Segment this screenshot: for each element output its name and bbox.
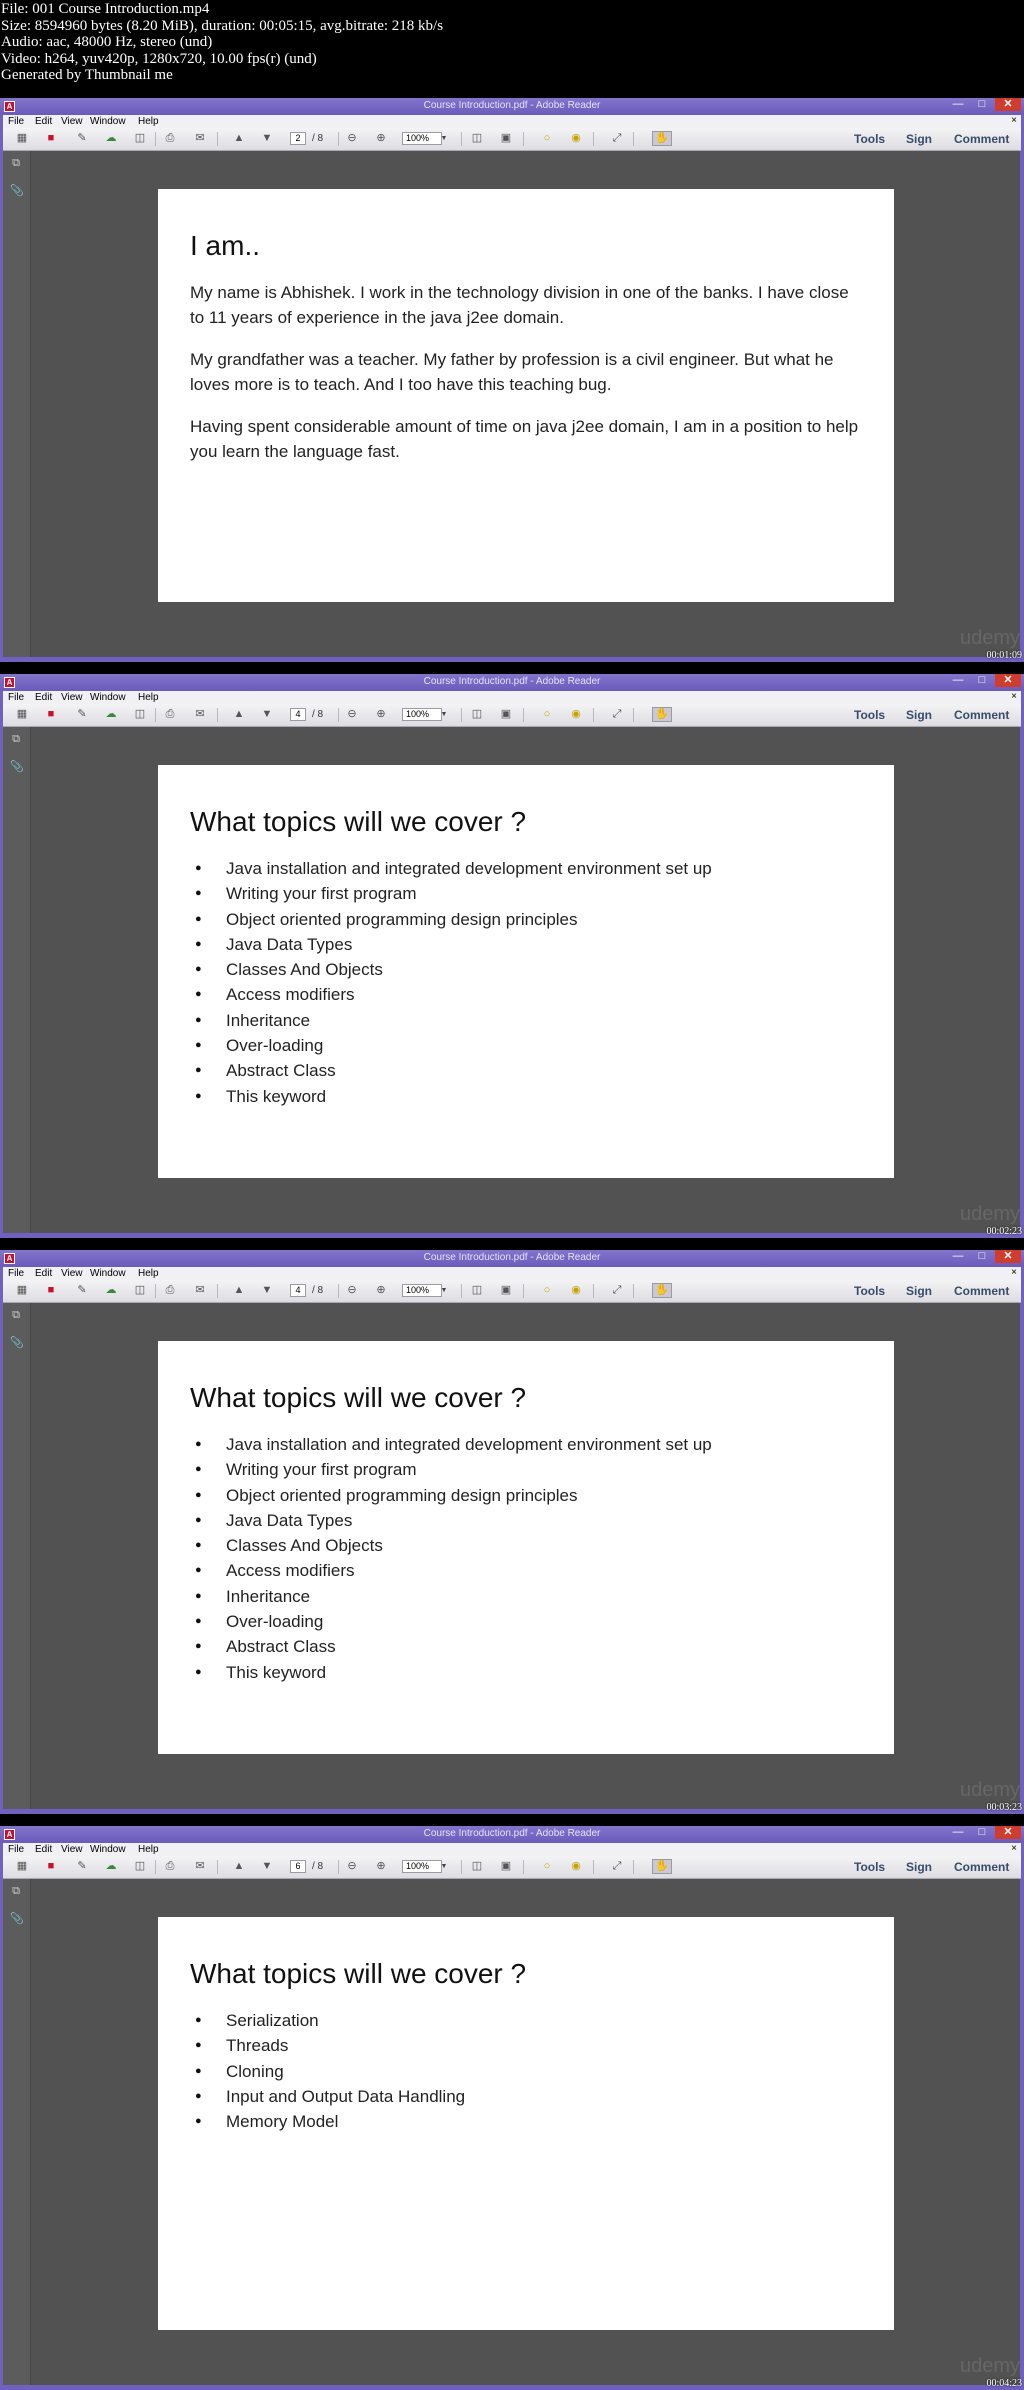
zoom-in-icon[interactable]: ⊕ [376,132,386,144]
tools-button[interactable]: Tools [854,708,886,722]
reader-window-frame [0,1826,1024,2390]
tools-button[interactable]: Tools [854,1284,886,1298]
fit-page-icon[interactable]: ◫ [471,132,483,144]
sign-button[interactable]: Sign [906,708,932,722]
menu-file[interactable]: File [8,1268,25,1279]
next-page-icon[interactable]: ▼ [261,132,273,144]
topic-list [190,856,862,1109]
open-icon[interactable]: ■ [47,708,55,720]
navigation-pane [3,1303,31,1809]
email-icon[interactable]: ✉ [195,708,205,720]
title-bar [0,674,1024,691]
attachments-icon[interactable]: 📎 [10,1913,24,1925]
slide-title: What topics will we cover ? [190,1382,527,1413]
sticky-note-icon[interactable]: ○ [543,1284,551,1296]
print-icon[interactable]: ⎙ [165,708,175,720]
toolbar [3,1856,1021,1879]
window-title: Course Introduction.pdf - Adobe Reader [423,676,601,687]
maximize-icon[interactable]: □ [978,1826,986,1838]
video-line: Video: h264, yuv420p, 1280x720, 10.00 fps(r) (und) [1,50,317,67]
previous-page-icon[interactable]: ▲ [233,708,245,720]
frame-timestamp: 00:03:23 [986,1802,1022,1813]
topic-list-item: ● Access modifiers [190,982,862,1007]
topic-list-item: ● Cloning [190,2059,862,2084]
slide-title: What topics will we cover ? [190,806,527,837]
toolbar-divider [593,708,594,722]
topic-list-item: ● Writing your first program [190,881,862,906]
fit-width-icon[interactable]: ▣ [500,1284,512,1296]
toolbar [3,1280,1021,1303]
full-screen-icon[interactable]: ⤢ [612,1860,622,1872]
create-pdf-icon[interactable]: ▦ [16,1284,28,1296]
menu-view[interactable]: View [61,1268,83,1279]
menu-edit[interactable]: Edit [35,1268,53,1279]
document-area [31,727,1020,1233]
page-total: / 8 [312,709,324,720]
minimize-icon[interactable]: — [952,1826,964,1838]
menu-edit[interactable]: Edit [35,692,53,703]
adobe-reader-icon: A [4,101,15,112]
udemy-watermark: udemy [959,1203,1020,1225]
zoom-level-input[interactable]: 100% [402,1860,442,1873]
document-close-icon[interactable]: × [1011,1843,1017,1854]
comment-button[interactable]: Comment [954,1860,1010,1874]
create-pdf-icon[interactable]: ▦ [16,1860,28,1872]
menu-bar [3,1843,1021,1856]
slide-body [190,856,862,1109]
adobe-reader-icon: A [4,1829,15,1840]
slide-body [190,280,862,464]
menu-file[interactable]: File [8,116,25,127]
frame-timestamp: 00:01:09 [986,650,1022,661]
close-icon[interactable]: ✕ [995,1826,1021,1839]
page-thumbnails-icon[interactable]: ⧉ [12,157,20,169]
topic-list-item: ● Input and Output Data Handling [190,2084,862,2109]
toolbar-divider [155,708,156,722]
previous-page-icon[interactable]: ▲ [233,132,245,144]
hand-tool-icon[interactable]: ✋ [652,1283,672,1298]
fit-page-icon[interactable]: ◫ [471,1284,483,1296]
window-title: Course Introduction.pdf - Adobe Reader [423,100,601,111]
topic-list-item: ● Inheritance [190,1008,862,1033]
close-icon[interactable]: ✕ [995,674,1021,687]
toolbar-divider [461,708,462,722]
fit-page-icon[interactable]: ◫ [471,708,483,720]
generator-line: Generated by Thumbnail me [1,67,173,83]
toolbar-divider [523,1860,524,1874]
udemy-watermark: udemy [959,2355,1020,2377]
create-pdf-icon[interactable]: ▦ [16,708,28,720]
toolbar-divider [633,708,634,722]
slide-body [190,2008,862,2134]
cloud-upload-icon[interactable]: ☁ [105,708,117,720]
edit-icon[interactable]: ✎ [77,1284,87,1296]
page-thumbnails-icon[interactable]: ⧉ [12,1885,20,1897]
zoom-level-input[interactable]: 100% [402,132,442,145]
window-controls [947,1826,1021,1840]
window-title: Course Introduction.pdf - Adobe Reader [423,1828,601,1839]
maximize-icon[interactable]: □ [978,1250,986,1262]
next-page-icon[interactable]: ▼ [261,1860,273,1872]
toolbar-divider [461,1284,462,1298]
save-icon[interactable]: ◫ [134,1284,146,1296]
sign-button[interactable]: Sign [906,132,932,146]
fit-page-icon[interactable]: ◫ [471,1860,483,1872]
fit-width-icon[interactable]: ▣ [500,1860,512,1872]
zoom-in-icon[interactable]: ⊕ [376,708,386,720]
hand-tool-icon[interactable]: ✋ [652,707,672,722]
minimize-icon[interactable]: — [952,98,964,110]
next-page-icon[interactable]: ▼ [261,708,273,720]
audio-line: Audio: aac, 48000 Hz, stereo (und) [1,34,213,50]
window-controls [947,1250,1021,1264]
topic-list-item: ● Object oriented programming design principles [190,907,862,932]
save-icon[interactable]: ◫ [134,132,146,144]
minimize-icon[interactable]: — [952,1250,964,1262]
menu-window[interactable]: Window [90,116,126,127]
frame-timestamp: 00:04:23 [986,2378,1022,2389]
topic-list [190,1432,862,1685]
toolbar-divider [217,132,218,146]
menu-help[interactable]: Help [138,692,159,703]
menu-file[interactable]: File [8,1844,25,1855]
toolbar-divider [217,1284,218,1298]
title-bar [0,98,1024,115]
size-line: Size: 8594960 bytes (8.20 MiB), duration: 00:05:15, avg.bitrate: 218 kb/s [1,17,444,34]
open-icon[interactable]: ■ [47,1284,55,1296]
hand-tool-icon[interactable]: ✋ [652,131,672,146]
topic-list-item: ● Java installation and integrated development environment set up [190,1432,862,1457]
maximize-icon[interactable]: □ [978,674,986,686]
zoom-dropdown-icon[interactable]: ▼ [440,135,448,142]
edit-icon[interactable]: ✎ [77,1860,87,1872]
email-icon[interactable]: ✉ [195,132,205,144]
menu-help[interactable]: Help [138,116,159,127]
minimize-icon[interactable]: — [952,674,964,686]
topic-list-item: ● This keyword [190,1660,862,1685]
full-screen-icon[interactable]: ⤢ [612,708,622,720]
document-close-icon[interactable]: × [1011,691,1017,702]
page-total: / 8 [312,1861,324,1872]
document-area [31,151,1020,657]
sign-button[interactable]: Sign [906,1860,932,1874]
pdf-page [158,189,894,602]
document-area [31,1303,1020,1809]
reader-window-frame [0,1250,1024,1814]
page-number-input[interactable]: 6 [290,1860,306,1873]
page-number-input[interactable]: 4 [290,1284,306,1297]
highlight-icon[interactable]: ◉ [571,1284,581,1296]
window-title: Course Introduction.pdf - Adobe Reader [423,1252,601,1263]
print-icon[interactable]: ⎙ [165,1284,175,1296]
zoom-out-icon[interactable]: ⊖ [347,1284,357,1296]
topic-list-item: ● Threads [190,2033,862,2058]
udemy-watermark: udemy [959,1779,1020,1801]
page-thumbnails-icon[interactable]: ⧉ [12,1309,20,1321]
toolbar-divider [593,132,594,146]
topic-list-item: ● Inheritance [190,1584,862,1609]
print-icon[interactable]: ⎙ [165,132,175,144]
window-controls [947,674,1021,688]
video-info-header [0,0,1024,92]
topic-list-item: ● Object oriented programming design principles [190,1483,862,1508]
hand-tool-icon[interactable]: ✋ [652,1859,672,1874]
fit-width-icon[interactable]: ▣ [500,132,512,144]
menu-view[interactable]: View [61,692,83,703]
topic-list-item: ● Serialization [190,2008,862,2033]
next-page-icon[interactable]: ▼ [261,1284,273,1296]
topic-list-item: ● Access modifiers [190,1558,862,1583]
previous-page-icon[interactable]: ▲ [233,1284,245,1296]
topic-list-item: ● Java Data Types [190,1508,862,1533]
topic-list-item: ● Over-loading [190,1033,862,1058]
toolbar-divider [155,1284,156,1298]
menu-file[interactable]: File [8,692,25,703]
highlight-icon[interactable]: ◉ [571,1860,581,1872]
toolbar-divider [338,708,339,722]
attachments-icon[interactable]: 📎 [10,185,24,197]
toolbar-divider [523,708,524,722]
navigation-pane [3,727,31,1233]
reader-window-frame [0,98,1024,662]
toolbar-divider [593,1860,594,1874]
sign-button[interactable]: Sign [906,1284,932,1298]
menu-edit[interactable]: Edit [35,116,53,127]
menu-view[interactable]: View [61,116,83,127]
toolbar-divider [593,1284,594,1298]
highlight-icon[interactable]: ◉ [571,132,581,144]
title-bar [0,1826,1024,1843]
navigation-pane [3,1879,31,2385]
open-icon[interactable]: ■ [47,1860,55,1872]
previous-page-icon[interactable]: ▲ [233,1860,245,1872]
slide-paragraph: My name is Abhishek. I work in the technology division in one of the banks. I have close to 11 years of experience in the java j2ee domain. [190,283,849,327]
edit-icon[interactable]: ✎ [77,708,87,720]
toolbar-divider [461,1860,462,1874]
topic-list-item: ● Java installation and integrated development environment set up [190,856,862,881]
cloud-upload-icon[interactable]: ☁ [105,1284,117,1296]
toolbar-divider [523,1284,524,1298]
close-icon[interactable]: ✕ [995,98,1021,111]
zoom-dropdown-icon[interactable]: ▼ [440,711,448,718]
topic-list-item: ● Abstract Class [190,1634,862,1659]
page-number-input[interactable]: 4 [290,708,306,721]
document-close-icon[interactable]: × [1011,115,1017,126]
cloud-upload-icon[interactable]: ☁ [105,1860,117,1872]
zoom-in-icon[interactable]: ⊕ [376,1284,386,1296]
comment-button[interactable]: Comment [954,1284,1010,1298]
sticky-note-icon[interactable]: ○ [543,708,551,720]
window-controls [947,98,1021,112]
toolbar-divider [461,132,462,146]
page-total: / 8 [312,1285,324,1296]
menu-window[interactable]: Window [90,1268,126,1279]
toolbar-divider [633,1860,634,1874]
page-thumbnails-icon[interactable]: ⧉ [12,733,20,745]
save-icon[interactable]: ◫ [134,708,146,720]
toolbar [3,704,1021,727]
menu-edit[interactable]: Edit [35,1844,53,1855]
menu-window[interactable]: Window [90,692,126,703]
toolbar-divider [633,132,634,146]
comment-button[interactable]: Comment [954,708,1010,722]
tools-button[interactable]: Tools [854,1860,886,1874]
toolbar-divider [217,708,218,722]
toolbar-divider [338,1860,339,1874]
zoom-level-input[interactable]: 100% [402,708,442,721]
fit-width-icon[interactable]: ▣ [500,708,512,720]
full-screen-icon[interactable]: ⤢ [612,1284,622,1296]
topic-list [190,2008,862,2134]
navigation-pane [3,151,31,657]
open-icon[interactable]: ■ [47,132,55,144]
toolbar-divider [523,132,524,146]
topic-list-item: ● Writing your first program [190,1457,862,1482]
zoom-dropdown-icon[interactable]: ▼ [440,1863,448,1870]
topic-list-item: ● Classes And Objects [190,957,862,982]
menu-view[interactable]: View [61,1844,83,1855]
email-icon[interactable]: ✉ [195,1284,205,1296]
close-icon[interactable]: ✕ [995,1250,1021,1263]
pdf-page [158,1341,894,1754]
zoom-dropdown-icon[interactable]: ▼ [440,1287,448,1294]
zoom-out-icon[interactable]: ⊖ [347,1860,357,1872]
slide-paragraph: Having spent considerable amount of time on java j2ee domain, I am in a position to help you learn the language fast. [190,417,859,461]
menu-help[interactable]: Help [138,1268,159,1279]
adobe-reader-icon: A [4,1253,15,1264]
pdf-page [158,1917,894,2330]
print-icon[interactable]: ⎙ [165,1860,175,1872]
attachments-icon[interactable]: 📎 [10,1337,24,1349]
menu-bar [3,115,1021,128]
document-area [31,1879,1020,2385]
zoom-in-icon[interactable]: ⊕ [376,1860,386,1872]
topic-list-item: ● Over-loading [190,1609,862,1634]
adobe-reader-icon: A [4,677,15,688]
topic-list-item: ● Memory Model [190,2109,862,2134]
slide-title: What topics will we cover ? [190,1958,527,1989]
toolbar-divider [338,132,339,146]
toolbar-divider [338,1284,339,1298]
file-line: File: 001 Course Introduction.mp4 [1,1,210,17]
sticky-note-icon[interactable]: ○ [543,1860,551,1872]
menu-bar [3,691,1021,704]
email-icon[interactable]: ✉ [195,1860,205,1872]
frame-timestamp: 00:02:23 [986,1226,1022,1237]
slide-body [190,1432,862,1685]
page-number-input[interactable]: 2 [290,132,306,145]
menu-help[interactable]: Help [138,1844,159,1855]
menu-window[interactable]: Window [90,1844,126,1855]
pdf-page [158,765,894,1178]
reader-window-frame [0,674,1024,1238]
maximize-icon[interactable]: □ [978,98,986,110]
tools-button[interactable]: Tools [854,132,886,146]
attachments-icon[interactable]: 📎 [10,761,24,773]
topic-list-item: ● This keyword [190,1084,862,1109]
edit-icon[interactable]: ✎ [77,132,87,144]
toolbar-divider [217,1860,218,1874]
zoom-out-icon[interactable]: ⊖ [347,132,357,144]
zoom-level-input[interactable]: 100% [402,1284,442,1297]
topic-list-item: ● Java Data Types [190,932,862,957]
comment-button[interactable]: Comment [954,132,1010,146]
title-bar [0,1250,1024,1267]
toolbar-divider [155,1860,156,1874]
slide-title: I am.. [190,230,261,261]
zoom-out-icon[interactable]: ⊖ [347,708,357,720]
slide-paragraph: My grandfather was a teacher. My father by profession is a civil engineer. But what he loves more is to teach. And I too have this teaching bug. [190,350,834,394]
save-icon[interactable]: ◫ [134,1860,146,1872]
udemy-watermark: udemy [959,627,1020,649]
document-close-icon[interactable]: × [1011,1267,1017,1278]
highlight-icon[interactable]: ◉ [571,708,581,720]
full-screen-icon[interactable]: ⤢ [612,132,622,144]
cloud-upload-icon[interactable]: ☁ [105,132,117,144]
topic-list-item: ● Classes And Objects [190,1533,862,1558]
page-total: / 8 [312,133,324,144]
toolbar-divider [155,132,156,146]
sticky-note-icon[interactable]: ○ [543,132,551,144]
create-pdf-icon[interactable]: ▦ [16,132,28,144]
toolbar [3,128,1021,151]
menu-bar [3,1267,1021,1280]
topic-list-item: ● Abstract Class [190,1058,862,1083]
toolbar-divider [633,1284,634,1298]
